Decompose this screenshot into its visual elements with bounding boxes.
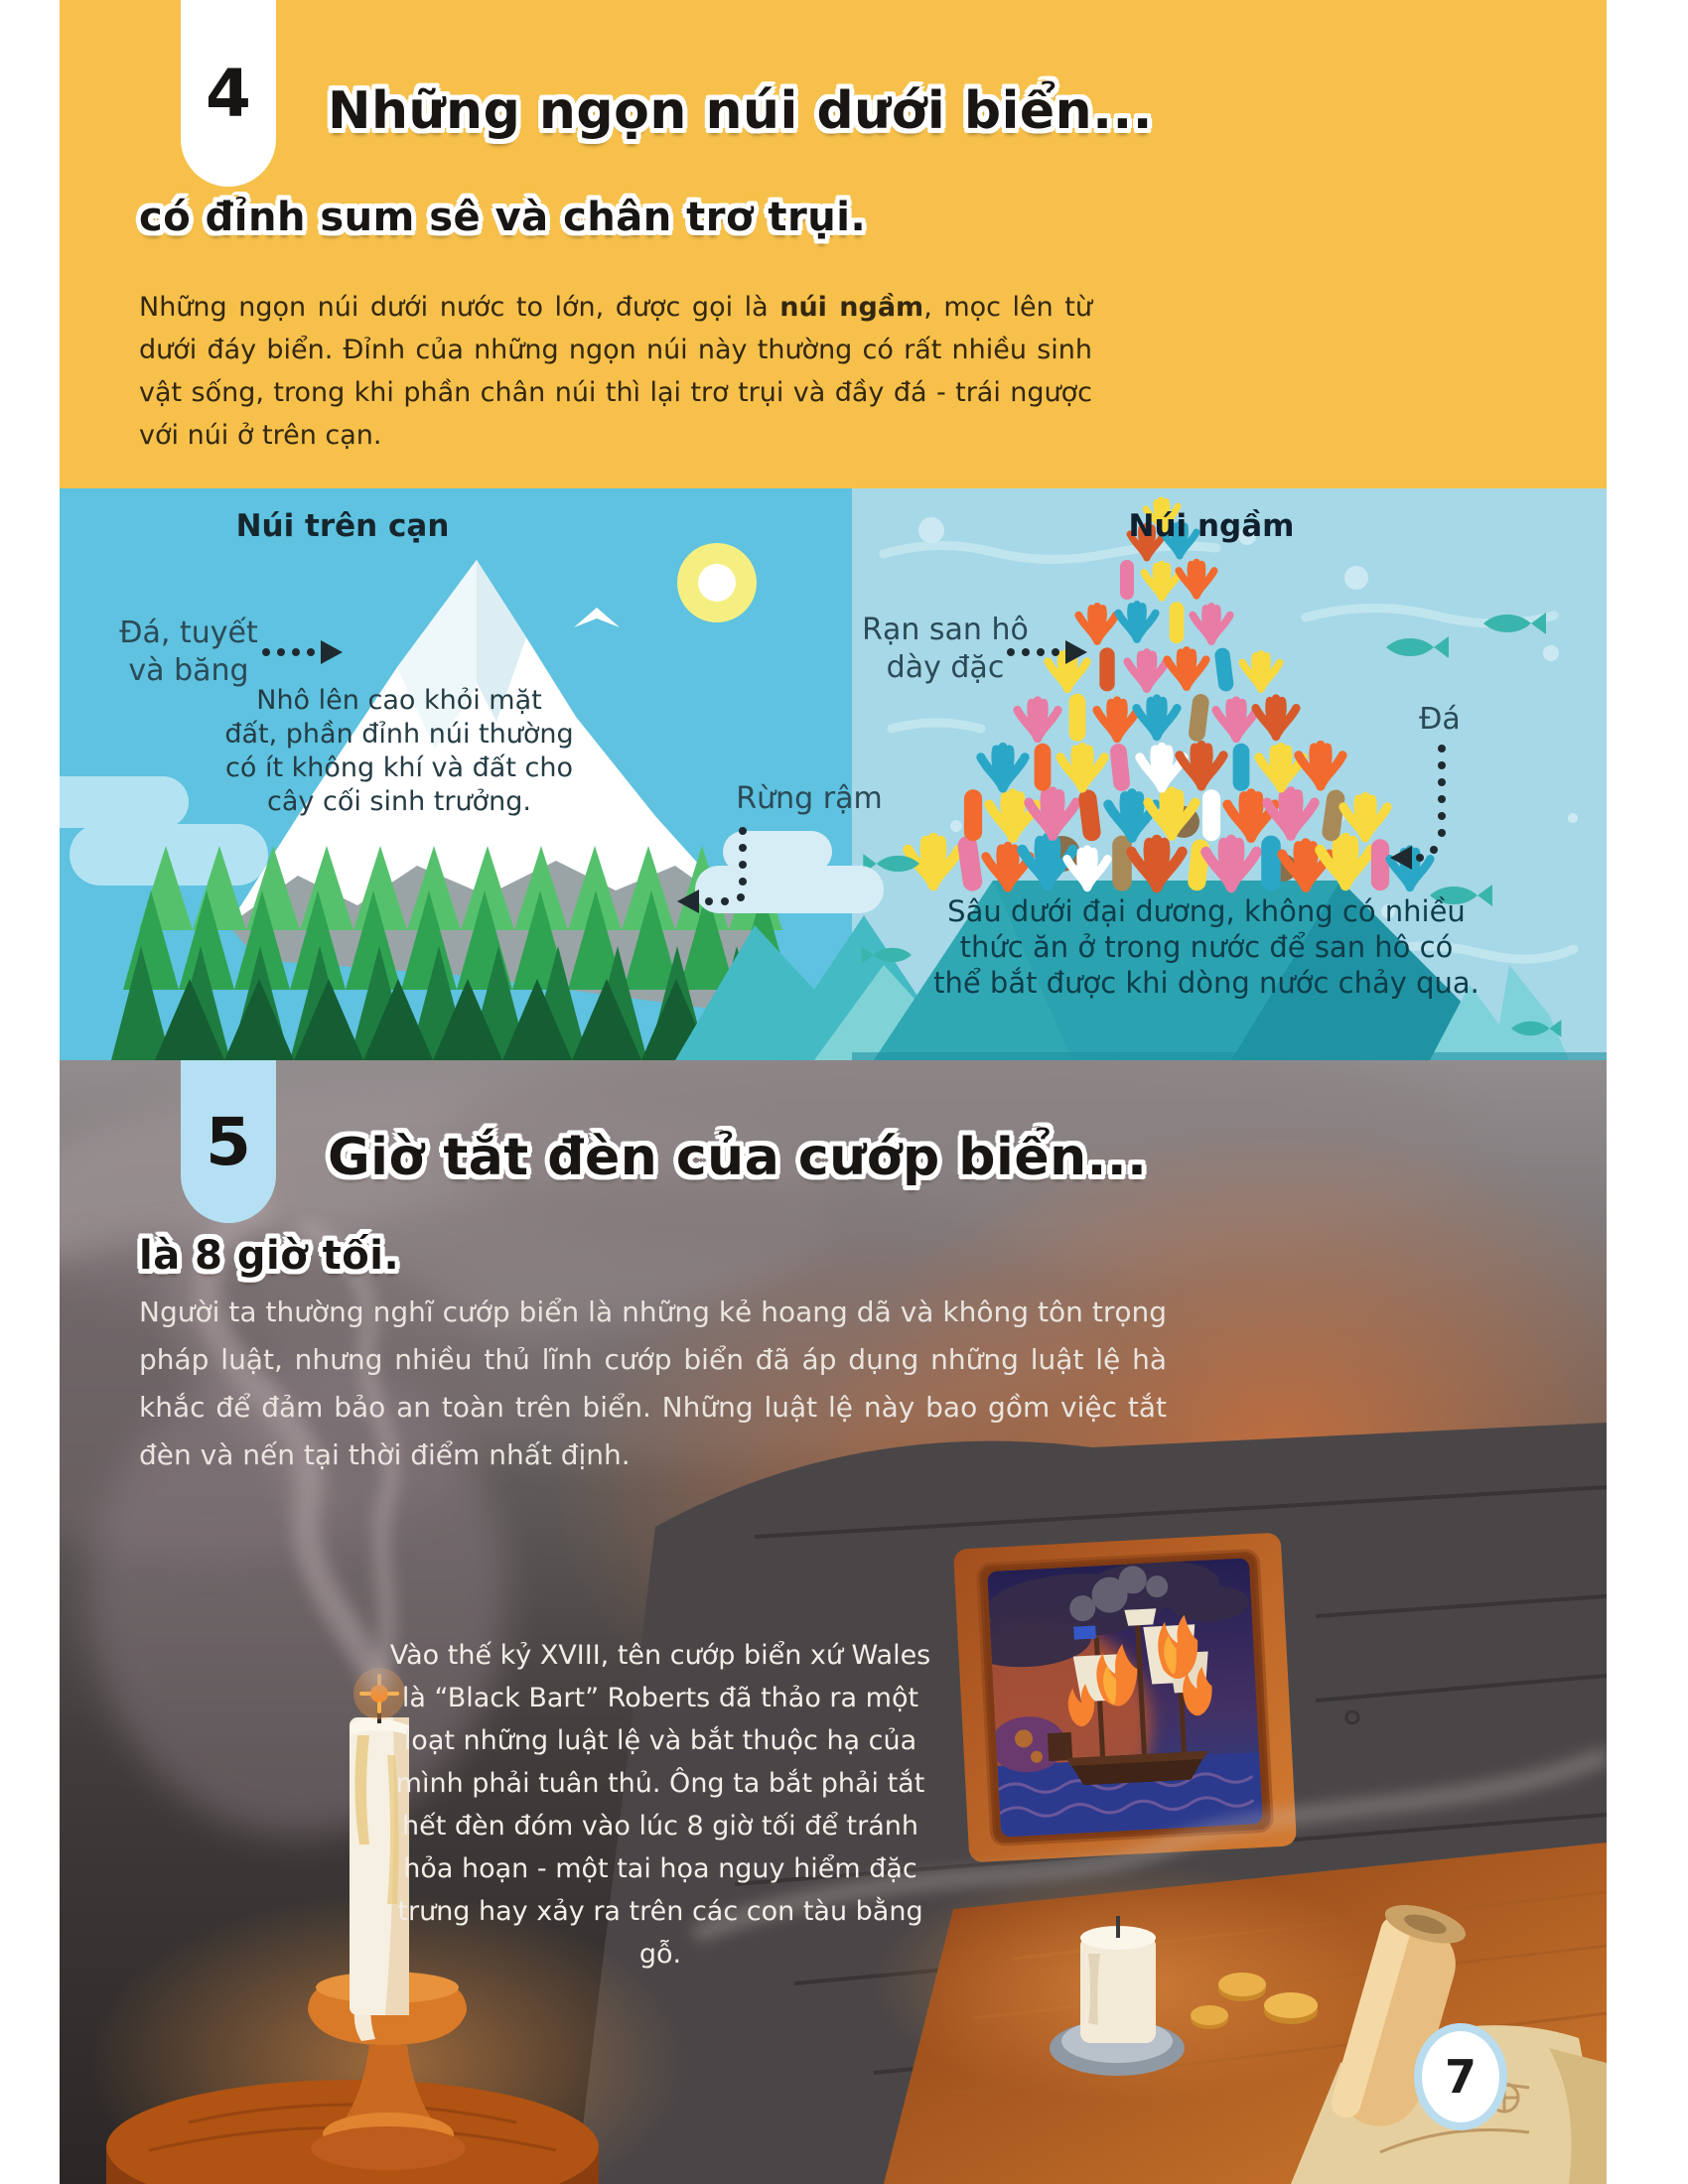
section4-body — [139, 286, 1092, 457]
section4-subtitle: có đỉnh sum sê và chân trơ trụi. — [139, 195, 867, 240]
section4-number: 4 — [206, 55, 251, 132]
forest-label: Rừng rậm — [736, 781, 883, 816]
sun-icon — [677, 543, 757, 622]
seamount-caption-line1: Sâu dưới đại dương, không có nhiều — [947, 894, 1466, 928]
section4-number-tab — [181, 0, 276, 187]
peak-note-line3: có ít không khí và đất cho — [225, 752, 573, 783]
section4-body-text2: , mọc lên từ dưới đáy biển. Đỉnh của những ngọn núi này thường có rất nhiều sinh vật sống, trong khi phần chân núi thì lại trơ trụi và đầy đá - trái ngược với núi ở trên cạn. — [139, 292, 1092, 451]
section5-body: Người ta thường nghĩ cướp biển là những kẻ hoang dã và không tôn trọng pháp luật, nhưng nhiều thủ lĩnh cướp biển đã áp dụng những luật lệ hà khắc để đảm bảo an toàn trên biển. Những luật lệ này bao gồm việc tắt đèn và nến tại thời điểm nhất định. — [139, 1296, 1167, 1471]
land-mountain-title: Núi trên cạn — [235, 508, 450, 544]
section5-number: 5 — [206, 1103, 251, 1180]
peak-note-line1: Nhô lên cao khỏi mặt — [256, 685, 542, 716]
coral-label-line2: dày đặc — [886, 650, 1005, 685]
section4-title: Những ngọn núi dưới biển... — [328, 81, 1153, 141]
page-number: 7 — [1444, 2050, 1477, 2104]
peak-note-line4: cây cối sinh trưởng. — [267, 786, 531, 817]
rock-snow-label-line1: Đá, tuyết — [119, 615, 258, 650]
mountain-comparison-illustration — [60, 488, 1607, 1060]
section5-subtitle: là 8 giờ tối. — [139, 1233, 400, 1279]
section4-body-bold: núi ngầm — [779, 292, 924, 323]
seamount-caption-line2: thức ăn ở trong nước để san hô có — [959, 930, 1454, 964]
section5-number-tab — [181, 1060, 276, 1223]
section5-title: Giờ tắt đèn của cướp biển... — [328, 1128, 1148, 1187]
rock-snow-label-line2: và băng — [128, 653, 249, 688]
section5-scene — [60, 1060, 1607, 2184]
page-number-badge — [1414, 2023, 1507, 2130]
seamount-caption-line3: thể bắt được khi dòng nước chảy qua. — [933, 966, 1479, 1000]
seamount-title: Núi ngầm — [1128, 508, 1295, 544]
peak-note-line2: đất, phần đỉnh núi thường — [224, 719, 574, 750]
section5-note: Vào thế kỷ XVIII, tên cướp biển xứ Wales là “Black Bart” Roberts đã thảo ra một loạt những luật lệ và bắt thuộc hạ của mình phải tuân thủ. Ông ta bắt phải tắt hết đèn đóm vào lúc 8 giờ tối để tránh hỏa hoạn - một tai họa nguy hiểm đặc trưng hay xảy ra trên các con tàu bằng gỗ. — [389, 1640, 931, 1970]
rock-label: Đá — [1419, 702, 1461, 737]
section4-body-text: Những ngọn núi dưới nước to lớn, được gọi là — [139, 292, 780, 323]
coral-label-line1: Rạn san hô — [862, 613, 1029, 647]
